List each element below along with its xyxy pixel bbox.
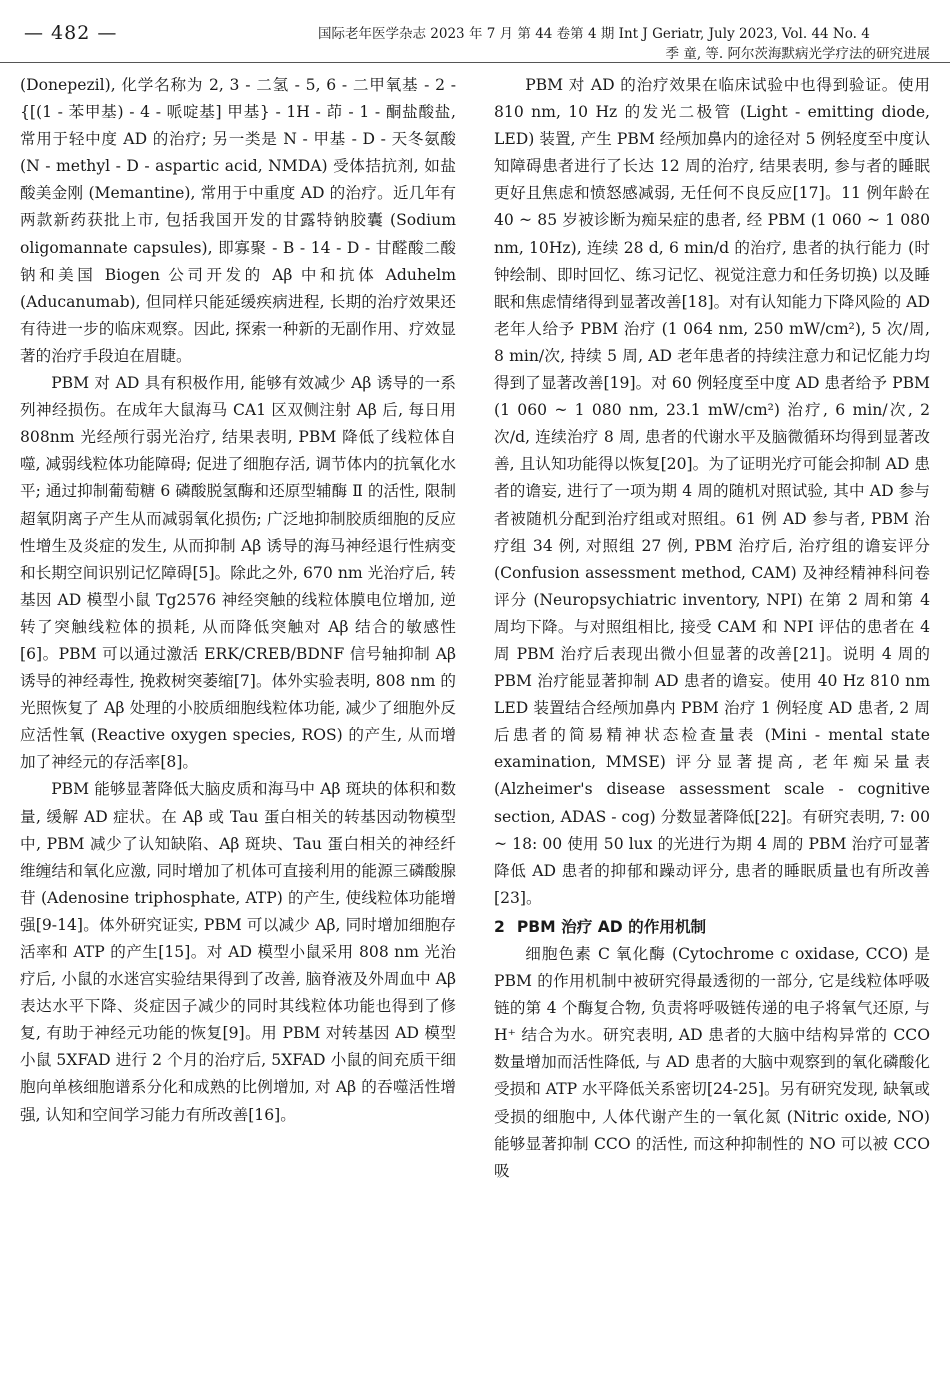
- header-rule: [0, 62, 950, 63]
- left-column: [20, 72, 456, 1390]
- section-number: 2: [494, 917, 505, 936]
- section-heading: [494, 914, 930, 941]
- paragraph: (Donepezil), 化学名称为 2, 3 - 二氢 - 5, 6 - 二甲氧基 - 2 - {[(1 - 苯甲基) - 4 - 哌啶基] 甲基} - 1H - 茚 - 1 - 酮盐酸盐, 常用于轻中度 AD 的治疗; 另一类是 N - 甲基 - D - 天冬氨酸 (N - methyl - D - aspartic acid, NMDA) 受体拮抗剂, 如盐酸美金刚 (Memantine), 常用于中重度 AD 的治疗。近几年有两款新药获批上市, 包括我国开发的甘露特钠胶囊 (Sodium oligomannate capsules), 即寡聚 - B - 14 - D - 甘醛酸二酸钠和美国 Biogen 公司开发的 Aβ 中和抗体 Aduhelm (Aducanumab), 但同样只能延缓疾病进程, 长期的治疗效果还有待进一步的临床观察。因此, 探索一种新的无副作用、疗效显著的治疗手段迫在眉睫。: [20, 76, 456, 365]
- running-header: [0, 0, 950, 64]
- section-title: PBM 治疗 AD 的作用机制: [516, 917, 707, 936]
- paragraph: PBM 能够显著降低大脑皮质和海马中 Aβ 斑块的体积和数量, 缓解 AD 症状。在 Aβ 或 Tau 蛋白相关的转基因动物模型中, PBM 减少了认知缺陷、Aβ 斑块、Tau 蛋白相关的神经纤维缠结和氧化应激, 同时增加了机体可直接利用的能源三磷酸腺苷 (Adenosine triphosphate, ATP) 的产生, 使线粒体功能增强[9-14]。体外研究证实, PBM 可以减少 Aβ, 同时增加细胞存活率和 ATP 的产生[15]。对 AD 模型小鼠采用 808 nm 光治疗后, 小鼠的水迷宫实验结果得到了改善, 脑脊液及外周血中 Aβ 表达水平下降、炎症因子减少的同时其线粒体功能也得到了修复, 有助于神经元功能的恢复[9]。用 PBM 对转基因 AD 模型小鼠 5XFAD 进行 2 个月的治疗后, 5XFAD 小鼠的间充质干细胞向单核细胞谱系分化和成熟的比例增加, 对 Aβ 的吞噬活性增强, 认知和空间学习能力有所改善[16]。: [20, 780, 456, 1124]
- journal-citation: 国际老年医学杂志 2023 年 7 月 第 44 卷第 4 期 Int J Geriatr, July 2023, Vol. 44 No. 4: [318, 26, 870, 42]
- paragraph: PBM 对 AD 具有积极作用, 能够有效减少 Aβ 诱导的一系列神经损伤。在成年大鼠海马 CA1 区双侧注射 Aβ 后, 每日用 808nm 光经颅行弱光治疗, 结果表明, PBM 降低了线粒体自噬, 减弱线粒体功能障碍; 促进了细胞存活, 调节体内的抗氧化水平; 通过抑制葡萄糖 6 磷酸脱氢酶和还原型辅酶 Ⅱ 的活性, 限制超氧阴离子产生从而减弱氧化损伤; 广泛地抑制胶质细胞的反应性增生及炎症的发生, 从而抑制 Aβ 诱导的海马神经退行性病变和长期空间识别记忆障碍[5]。除此之外, 670 nm 光治疗后, 转基因 AD 模型小鼠 Tg2576 神经突触的线粒体膜电位增加, 逆转了突触线粒体的损耗, 从而降低突触对 Aβ 结合的敏感性[6]。PBM 可以通过激活 ERK/CREB/BDNF 信号轴抑制 Aβ 诱导的神经毒性, 挽救树突萎缩[7]。体外实验表明, 808 nm 的光照恢复了 Aβ 处理的小胶质细胞线粒体功能, 减少了细胞外反应活性氧 (Reactive oxygen species, ROS) 的产生, 从而增加了神经元的存活率[8]。: [20, 374, 456, 772]
- paragraph: 细胞色素 C 氧化酶 (Cytochrome c oxidase, CCO) 是 PBM 的作用机制中被研究得最透彻的一部分, 它是线粒体呼吸链的第 4 个酶复合物, 负责将呼吸链传递的电子将氧气还原, 与 H⁺ 结合为水。研究表明, AD 患者的大脑中结构异常的 CCO 数量增加而活性降低, 与 AD 患者的大脑中观察到的氧化磷酸化受损和 ATP 水平降低关系密切[24-25]。另有研究发现, 缺氧或受损的细胞中, 人体代谢产生的一氧化氮 (Nitric oxide, NO) 能够显著抑制 CCO 的活性, 而这种抑制性的 NO 可以被 CCO 吸: [494, 945, 930, 1180]
- running-title: 季 童, 等. 阿尔茨海默病光学疗法的研究进展: [665, 46, 930, 62]
- right-column: [494, 72, 930, 1390]
- paragraph: PBM 对 AD 的治疗效果在临床试验中也得到验证。使用 810 nm, 10 Hz 的发光二极管 (Light - emitting diode, LED) 装置, 产生 PBM 经颅加鼻内的途径对 5 例轻度至中度认知障碍患者进行了长达 12 周的治疗, 结果表明, 参与者的睡眠更好且焦虑和愤怒感减弱, 无任何不良反应[17]。11 例年龄在 40 ~ 85 岁被诊断为痴呆症的患者, 经 PBM (1 060 ~ 1 080 nm, 10Hz), 连续 28 d, 6 min/d 的治疗, 患者的执行能力 (时钟绘制、即时回忆、练习记忆、视觉注意力和任务切换) 以及睡眠和焦虑情绪得到显著改善[18]。对有认知能力下降风险的 AD 老年人给予 PBM 治疗 (1 064 nm, 250 mW/cm²), 5 次/周, 8 min/次, 持续 5 周, AD 老年患者的持续注意力和记忆能力均得到了显著改善[19]。对 60 例轻度至中度 AD 患者给予 PBM (1 060 ~ 1 080 nm, 23.1 mW/cm²) 治疗, 6 min/次, 2 次/d, 连续治疗 8 周, 患者的代谢水平及脑微循环均得到显著改善, 且认知功能得以恢复[20]。为了证明光疗可能会抑制 AD 患者的谵妄, 进行了一项为期 4 周的随机对照试验, 其中 AD 参与者被随机分配到治疗组或对照组。61 例 AD 参与者, PBM 治疗组 34 例, 对照组 27 例, PBM 治疗后, 治疗组的谵妄评分 (Confusion assessment method, CAM) 及神经精神科问卷评分 (Neuropsychiatric inventory, NPI) 在第 2 周和第 4 周均下降。与对照组相比, 接受 CAM 和 NPI 评估的患者在 4 周 PBM 治疗后表现出微小但显著的改善[21]。说明 4 周的 PBM 治疗能显著抑制 AD 患者的谵妄。使用 40 Hz 810 nm LED 装置结合经颅加鼻内 PBM 治疗 1 例轻度 AD 患者, 2 周后患者的简易精神状态检查量表 (Mini - mental state examination, MMSE) 评分显著提高, 老年痴呆量表 (Alzheimer's disease assessment scale - cognitive section, ADAS - cog) 分数显著降低[22]。有研究表明, 7: 00 ~ 18: 00 使用 50 lux 的光进行为期 4 周的 PBM 治疗可显著降低 AD 患者的抑郁和躁动评分, 患者的睡眠质量也有所改善[23]。: [494, 76, 930, 907]
- page-number: — 482 —: [24, 22, 118, 44]
